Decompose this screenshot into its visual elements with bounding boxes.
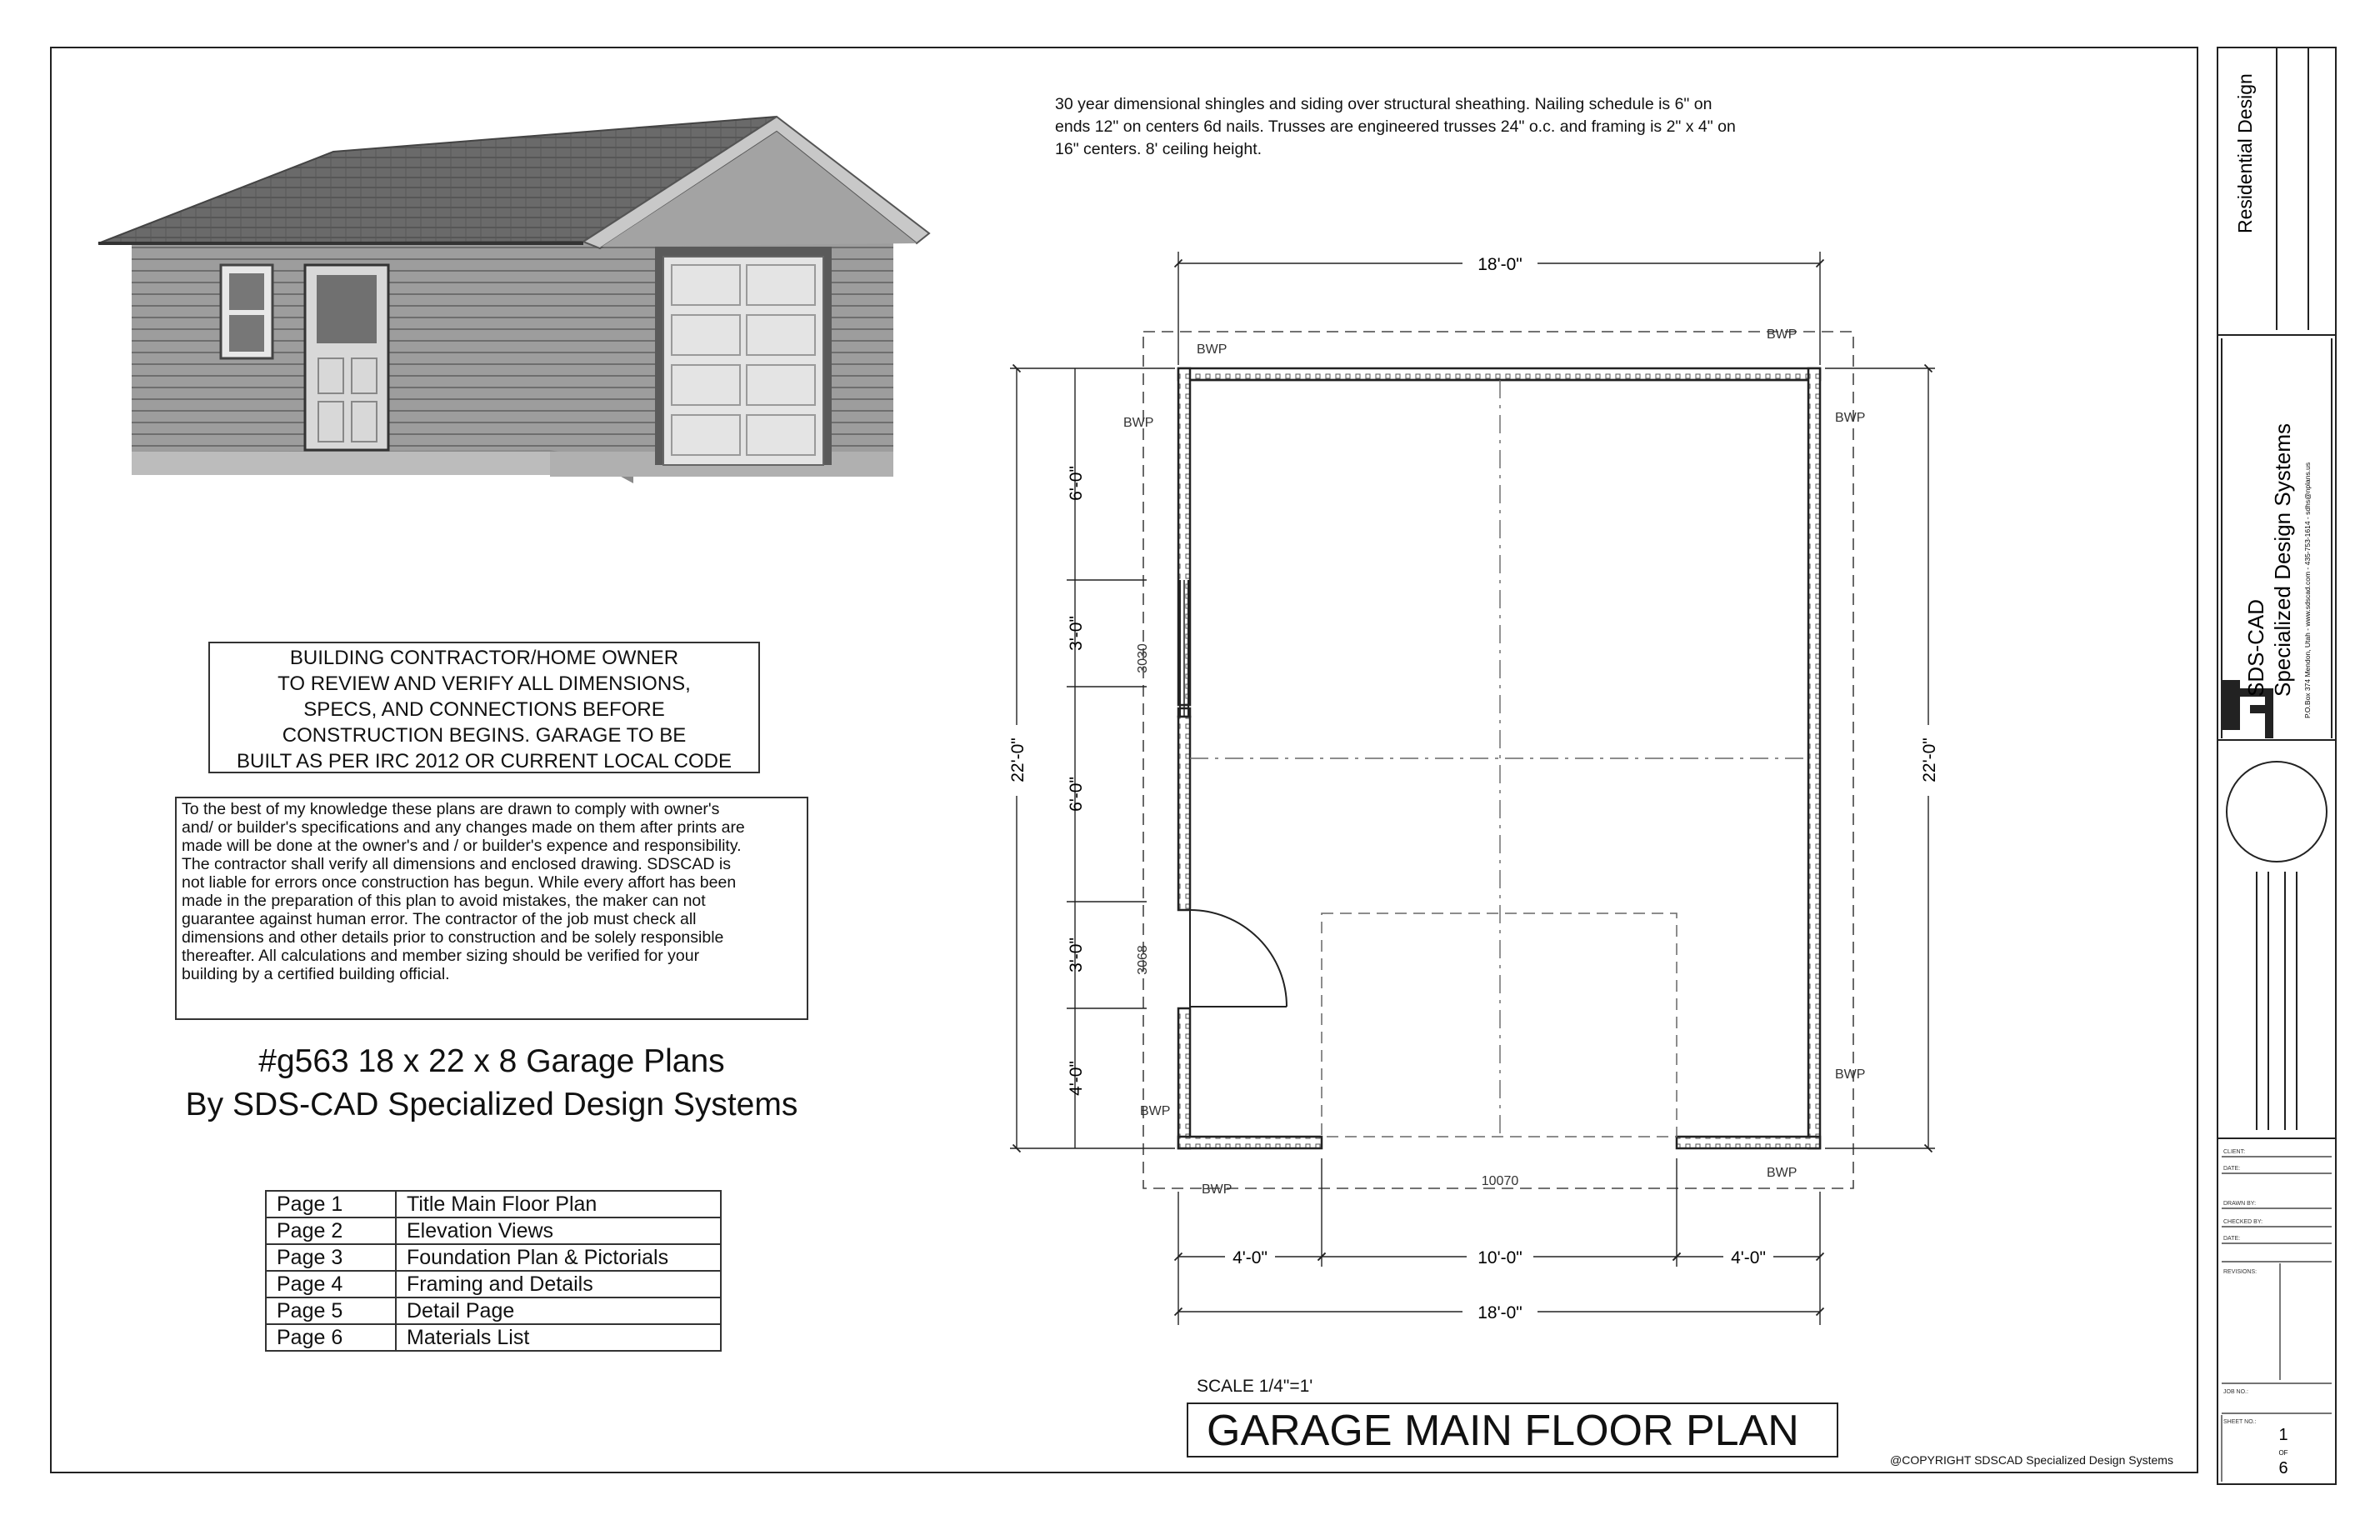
- window-tag: 3030: [1136, 643, 1150, 673]
- field-revisions: REVISIONS:: [2223, 1269, 2258, 1275]
- drawing-title: GARAGE MAIN FLOOR PLAN: [1187, 1402, 1838, 1458]
- table-row: Page 4 Framing and Details: [266, 1271, 721, 1298]
- dim-left-label: 22'-0": [1008, 738, 1028, 782]
- dim-bottom-total: 18'-0": [1478, 1303, 1522, 1322]
- field-date-2: DATE:: [2223, 1236, 2241, 1242]
- dim-seg-4: 3'-0": [1067, 938, 1086, 972]
- bwp-tag: BWP: [1835, 1068, 1866, 1082]
- table-row: Page 2 Elevation Views: [266, 1218, 721, 1244]
- field-client: CLIENT:: [2223, 1149, 2246, 1155]
- scale-label: SCALE 1/4"=1': [1197, 1377, 1313, 1396]
- dim-left-outer: [1010, 368, 1175, 1148]
- field-checked-by: CHECKED BY:: [2223, 1219, 2263, 1225]
- sheet-of-label: OF: [2278, 1449, 2288, 1457]
- floor-plan-drawing: [983, 242, 1958, 1350]
- firm-address: P.O.Box 374 Mendon, Utah - www.sdscad.com - 435-753-1614 - sdhs@nplans.us: [2303, 462, 2312, 718]
- sheet-total: 6: [2278, 1459, 2288, 1478]
- dim-top-label: 18'-0": [1478, 255, 1522, 274]
- firm-name-line2: Specialized Design Systems: [2270, 422, 2295, 697]
- field-job-no: JOB NO.:: [2223, 1389, 2248, 1395]
- field-drawn-by: DRAWN BY:: [2223, 1201, 2257, 1207]
- garage-door-tag: 10070: [1481, 1174, 1519, 1188]
- bwp-tag: BWP: [1197, 342, 1228, 357]
- dim-seg-1: 6'-0": [1067, 466, 1086, 501]
- table-row: Page 6 Materials List: [266, 1324, 721, 1351]
- entry-door: [305, 265, 388, 450]
- firm-name: SDS-CAD: [2243, 598, 2268, 697]
- field-date: DATE:: [2223, 1166, 2241, 1172]
- bwp-tag: BWP: [1202, 1182, 1232, 1197]
- field-sheet-no: SHEET NO.:: [2223, 1419, 2257, 1425]
- dim-right-label: 22'-0": [1920, 738, 1939, 782]
- table-row: Page 5 Detail Page: [266, 1298, 721, 1324]
- dim-bottom-2: 10'-0": [1478, 1248, 1522, 1268]
- page-index-table: [265, 1190, 722, 1352]
- roof-overhang-outline: [1143, 332, 1853, 1188]
- bwp-tag: BWP: [1140, 1104, 1171, 1118]
- dim-seg-2: 3'-0": [1067, 616, 1086, 651]
- bwp-tag: BWP: [1123, 416, 1154, 430]
- window: [221, 265, 272, 358]
- copyright-text: @COPYRIGHT SDSCAD Specialized Design Systems: [1890, 1453, 2173, 1467]
- discipline-label: Residential Design: [2234, 73, 2256, 233]
- sheet-number: 1: [2278, 1426, 2288, 1444]
- spec-note: 30 year dimensional shingles and siding over structural sheathing. Nailing schedule is 6" on ends 12" on centers 6d nails. Trusses are engineered trusses 24" o.c. and framing is 2" x 4" on 16" centers. 8' ceiling height.: [1055, 95, 1736, 158]
- plan-title: #g563 18 x 22 x 8 Garage Plans By SDS-CAD Specialized Design Systems: [185, 1043, 798, 1122]
- table-row: Page 3 Foundation Plan & Pictorials: [266, 1244, 721, 1271]
- bwp-tag: BWP: [1767, 1166, 1798, 1180]
- dim-bottom-3: 4'-0": [1731, 1248, 1766, 1268]
- title-block-art: [2217, 47, 2337, 1485]
- garage-3d-render: [83, 108, 942, 567]
- bwp-tag: BWP: [1767, 328, 1798, 342]
- table-row: Page 1 Title Main Floor Plan: [266, 1191, 721, 1218]
- bwp-tag: BWP: [1835, 411, 1866, 425]
- contractor-note: BUILDING CONTRACTOR/HOME OWNER TO REVIEW AND VERIFY ALL DIMENSIONS, SPECS, AND CONNECTIONS BEFORE CONSTRUCTION BEGINS. GARAGE TO BE BUILT AS PER IRC 2012 OR CURRENT LOCAL CODE: [208, 642, 760, 773]
- dim-bottom-1: 4'-0": [1232, 1248, 1268, 1268]
- door-tag: 3068: [1136, 945, 1150, 975]
- dim-seg-5: 4'-0": [1067, 1061, 1086, 1096]
- garage-door: [655, 247, 832, 465]
- dim-right: [1825, 368, 1935, 1148]
- side-foundation: [132, 452, 550, 475]
- disclaimer-note: To the best of my knowledge these plans are drawn to comply with owner's and/ or builder's specifications and any changes made on them after prints are made will be done at the owner's and / or builder's expence and responsibility. The contractor shall verify all dimensions and enclosed drawing. SDSCAD is not liable for errors once construction has begun. While every affort has been made in the preparation of this plan to avoid mistakes, the maker can not guarantee against human error. The contractor of the job must check all dimensions and other details prior to construction and be solely responsible thereafter. All calculations and member sizing should be verified for your building by a certified building official.: [175, 797, 808, 1020]
- dim-seg-3: 6'-0": [1067, 777, 1086, 812]
- entry-door-swing: [1190, 910, 1287, 1008]
- garage-door-swing: [1322, 913, 1677, 1137]
